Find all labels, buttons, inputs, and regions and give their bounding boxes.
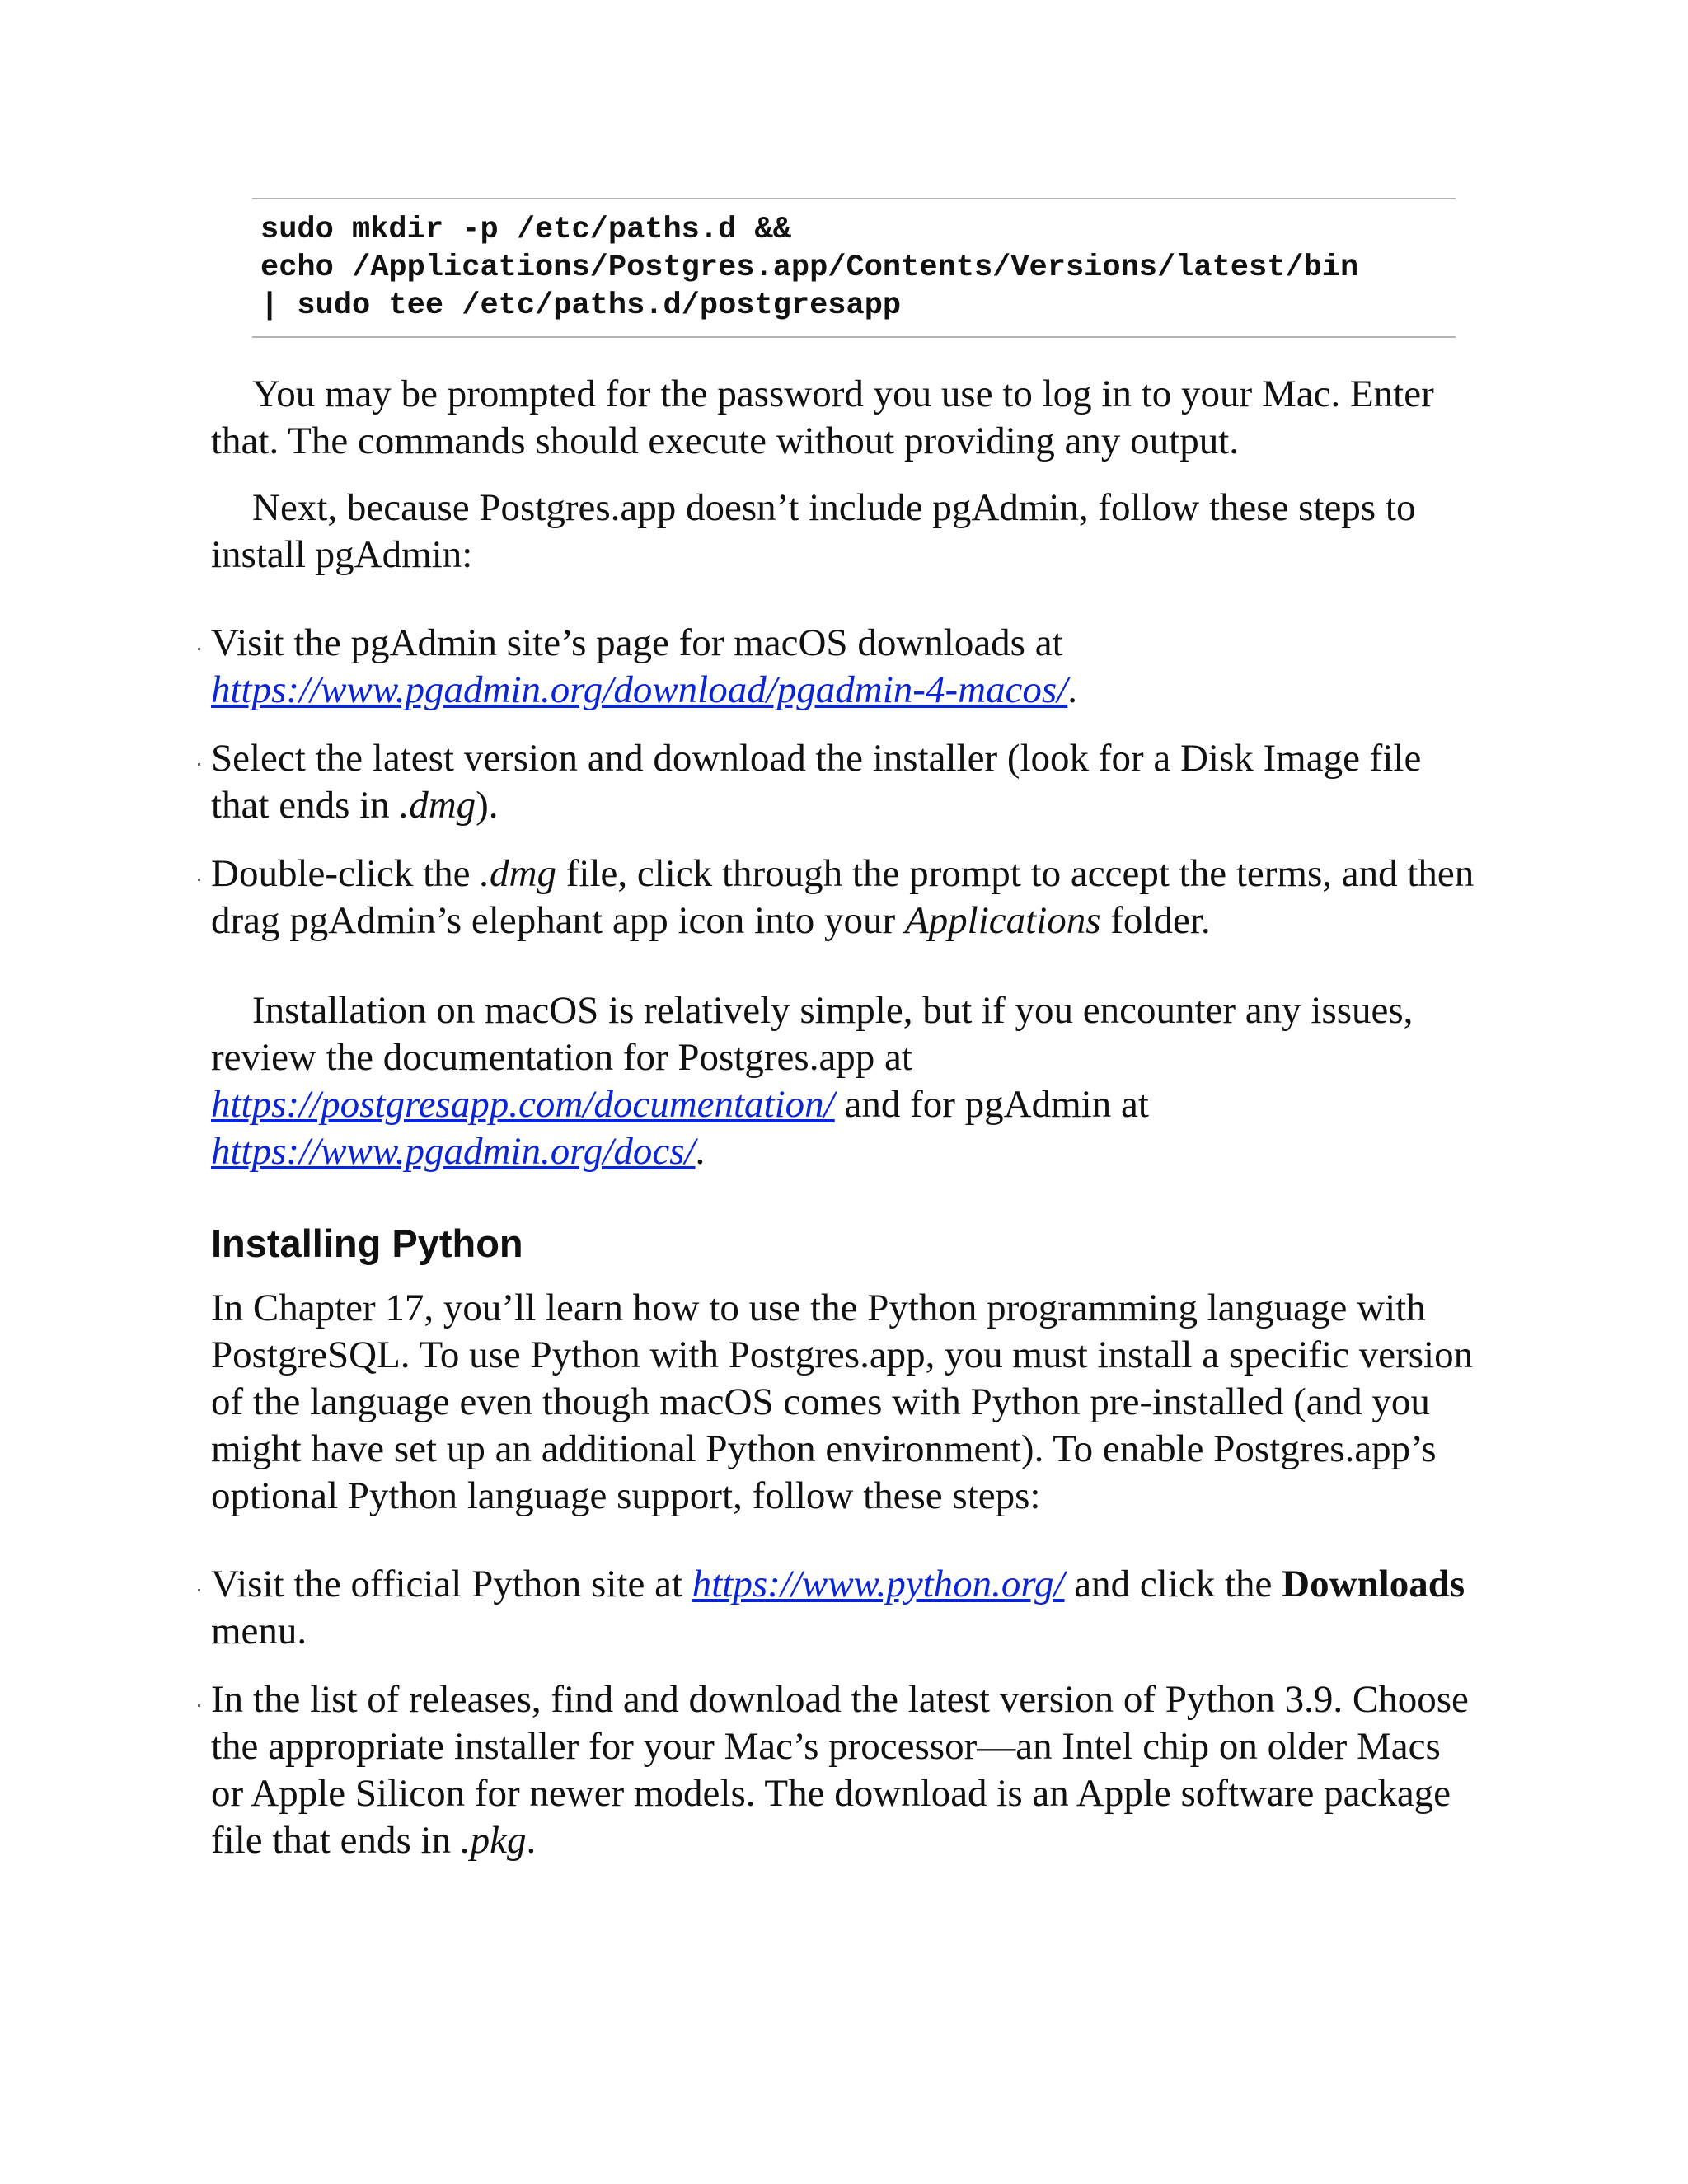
list-item-text: file, click through the prompt to accept the terms, and then drag pgAdmin’s elephant app icon into your (211, 852, 1475, 942)
list-item (211, 1561, 1477, 1655)
paragraph-text: Installation on macOS is relatively simple, but if you encounter any issues, review the documentation for Postgres.app at (211, 989, 1414, 1079)
list-item-text: . (526, 1819, 537, 1862)
pkg-extension: .pkg (460, 1819, 527, 1862)
pgadmin-macos-download-link[interactable]: https://www.pgadmin.org/download/pgadmin-4-macos/ (211, 668, 1068, 711)
list-item-text: Visit the pgAdmin site’s page for macOS downloads at (211, 621, 1063, 664)
dmg-extension: .dmg (399, 784, 476, 827)
list-item-text: and click the (1064, 1563, 1282, 1605)
list-marker (198, 1589, 200, 1591)
list-item-text: In the list of releases, find and download the latest version of Python 3.9. Choose the appropriate installer for your Mac’s processor—an Intel chip on older Macs or Apple Silicon for newer models. The download is an Apple software package file that ends in (211, 1678, 1469, 1862)
section-heading: Installing Python (211, 1221, 523, 1265)
list-item (211, 1676, 1477, 1864)
list-item-text: . (1067, 668, 1078, 711)
password-paragraph: You may be prompted for the password you use to log in to your Mac. Enter that. The commands should execute without providing any output. (211, 373, 1434, 462)
list-marker (198, 1704, 200, 1707)
list-marker (198, 763, 200, 766)
install-note-paragraph (211, 987, 1477, 1175)
downloads-menu-name: Downloads (1282, 1563, 1465, 1605)
code-line: sudo mkdir -p /etc/paths.d && (260, 213, 791, 247)
next-steps-paragraph: Next, because Postgres.app doesn’t include pgAdmin, follow these steps to install pgAdmin: (211, 486, 1416, 576)
python-intro-paragraph: In Chapter 17, you’ll learn how to use the Python programming language with PostgreSQL. To use Python with Postgres.app, you must install a specific version of the language even though macOS comes with Python pre-installed (and you might have set up an additional Python environment). To enable Postgres.app’s optional Python language support, follow these steps: (211, 1286, 1474, 1517)
list-item-text: Visit the official Python site at (211, 1563, 692, 1605)
list-marker (198, 648, 200, 650)
pgadmin-steps-list (211, 620, 1477, 944)
list-item-text: ). (476, 784, 499, 827)
list-marker (198, 879, 200, 881)
pgadmin-docs-link[interactable]: https://www.pgadmin.org/docs/ (211, 1130, 696, 1173)
paragraph-text: . (695, 1130, 706, 1173)
python-site-link[interactable]: https://www.python.org/ (692, 1563, 1065, 1605)
list-item (211, 620, 1477, 714)
list-item-text: Double-click the (211, 852, 481, 895)
dmg-extension: .dmg (480, 852, 556, 895)
list-item-text: folder. (1100, 899, 1211, 942)
document-page (211, 198, 1477, 1864)
list-item (211, 851, 1477, 944)
python-steps-list (211, 1561, 1477, 1864)
paragraph-text: and for pgAdmin at (834, 1083, 1149, 1126)
postgresapp-docs-link[interactable]: https://postgresapp.com/documentation/ (211, 1083, 835, 1126)
code-line: echo /Applications/Postgres.app/Contents/Versions/latest/bin (260, 251, 1359, 285)
code-block (252, 198, 1456, 338)
list-item (211, 735, 1477, 829)
list-item-text: menu. (211, 1610, 307, 1652)
applications-folder-name: Applications (904, 899, 1101, 942)
code-line: | sudo tee /etc/paths.d/postgresapp (260, 288, 902, 323)
list-item-text: Select the latest version and download the installer (look for a Disk Image file that ends in (211, 737, 1422, 827)
